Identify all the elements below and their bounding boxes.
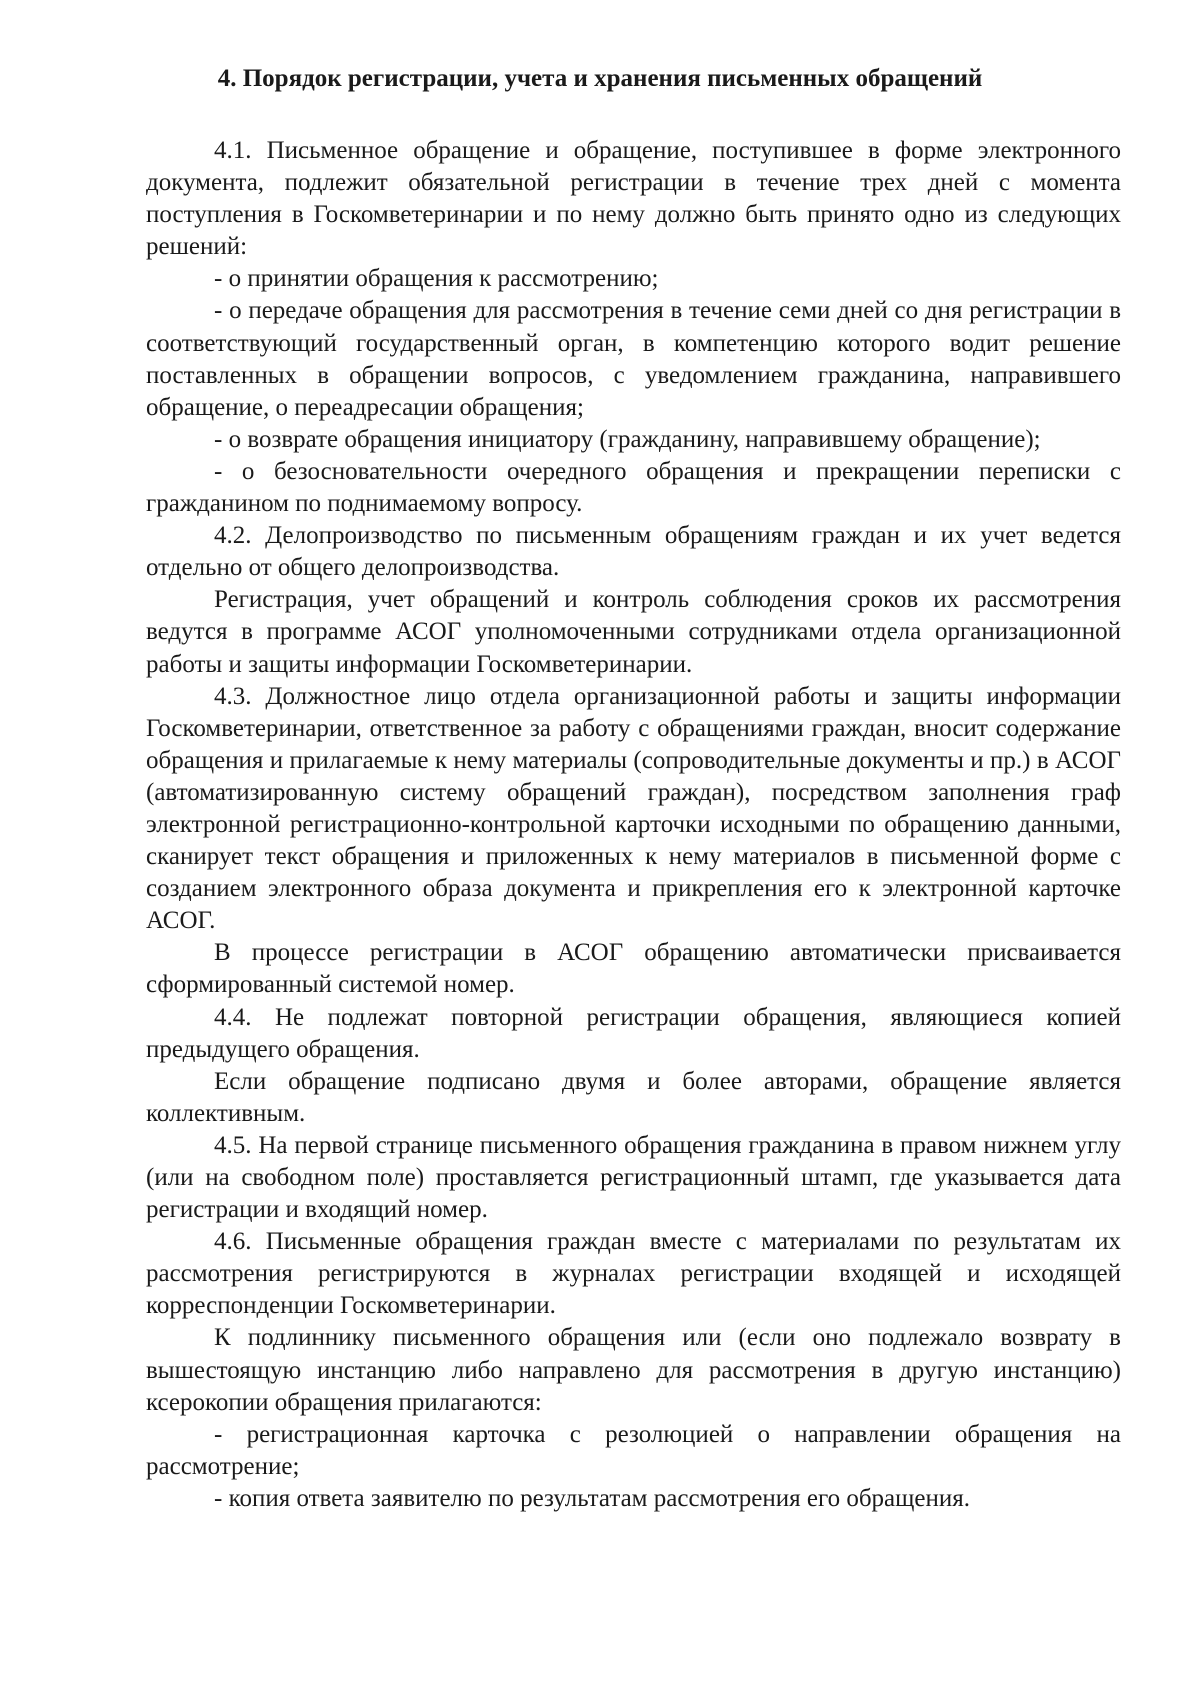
list-item: - о передаче обращения для рассмотрения в течение семи дней со дня регистрации в соответствующий государственный орган, в компетенцию которого водит решение поставленных в обращении вопросов, с уведомлением гражданина, направившего обращение, о переадресации обращения; [146,297,1121,421]
list-item: - о безосновательности очередного обращения и прекращении переписки с гражданином по поднимаемому вопросу. [146,457,1121,518]
paragraph-4-6: 4.6. Письменные обращения граждан вместе с материалами по результатам их рассмотрения регистрируются в журналах регистрации входящей и исходящей корреспонденции Госкомветеринарии. [146,1228,1121,1320]
list-item: - регистрационная карточка с резолюцией о направлении обращения на рассмотрение; [146,1420,1121,1480]
paragraph: Если обращение подписано двумя и более авторами, обращение является коллективным. [146,1067,1121,1127]
paragraph: В процессе регистрации в АСОГ обращению автоматически присваивается сформированный системой номер. [146,939,1121,999]
paragraph-4-1: 4.1. Письменное обращение и обращение, поступившее в форме электронного документа, подлежит обязательной регистрации в течение трех дней с момента поступления в Госкомветеринарии и по нему должно быть принято одно из следующих решений: [146,137,1121,261]
list-item: - копия ответа заявителю по результатам рассмотрения его обращения. [214,1484,971,1512]
paragraph: Регистрация, учет обращений и контроль соблюдения сроков их рассмотрения ведутся в программе АСОГ уполномоченными сотрудниками отдела организационной работы и защиты информации Госкомветеринарии. [146,586,1121,678]
list-item: - о возврате обращения инициатору (гражданину, направившему обращение); [214,425,1041,453]
paragraph: К подлиннику письменного обращения или (если оно подлежало возврату в вышестоящую инстанцию либо направлено для рассмотрения в другую инстанцию) ксерокопии обращения прилагаются: [146,1324,1121,1416]
paragraph-4-2: 4.2. Делопроизводство по письменным обращениям граждан и их учет ведется отдельно от общего делопроизводства. [146,522,1121,582]
paragraph-4-3: 4.3. Должностное лицо отдела организационной работы и защиты информации Госкомветеринарии, ответственное за работу с обращениями граждан, вносит содержание обращения и прилагаемые к нему материалы (сопроводительные документы и пр.) в АСОГ (автоматизированную систему обращений граждан), посредством заполнения граф электронной регистрационно-контрольной карточки исходными по обращению данными, сканирует текст обращения и приложенных к нему материалов в письменной форме с созданием электронного образа документа и прикрепления его к электронной карточке АСОГ. [146,682,1121,935]
paragraph-4-4: 4.4. Не подлежат повторной регистрации обращения, являющиеся копией предыдущего обращения. [146,1003,1121,1063]
paragraph-4-5: 4.5. На первой странице письменного обращения гражданина в правом нижнем углу (или на свободном поле) проставляется регистрационный штамп, где указывается дата регистрации и входящий номер. [146,1131,1121,1224]
list-item: - о принятии обращения к рассмотрению; [214,265,659,293]
section-heading: 4. Порядок регистрации, учета и хранения письменных обращений [217,65,983,92]
document-body [146,135,1121,1515]
